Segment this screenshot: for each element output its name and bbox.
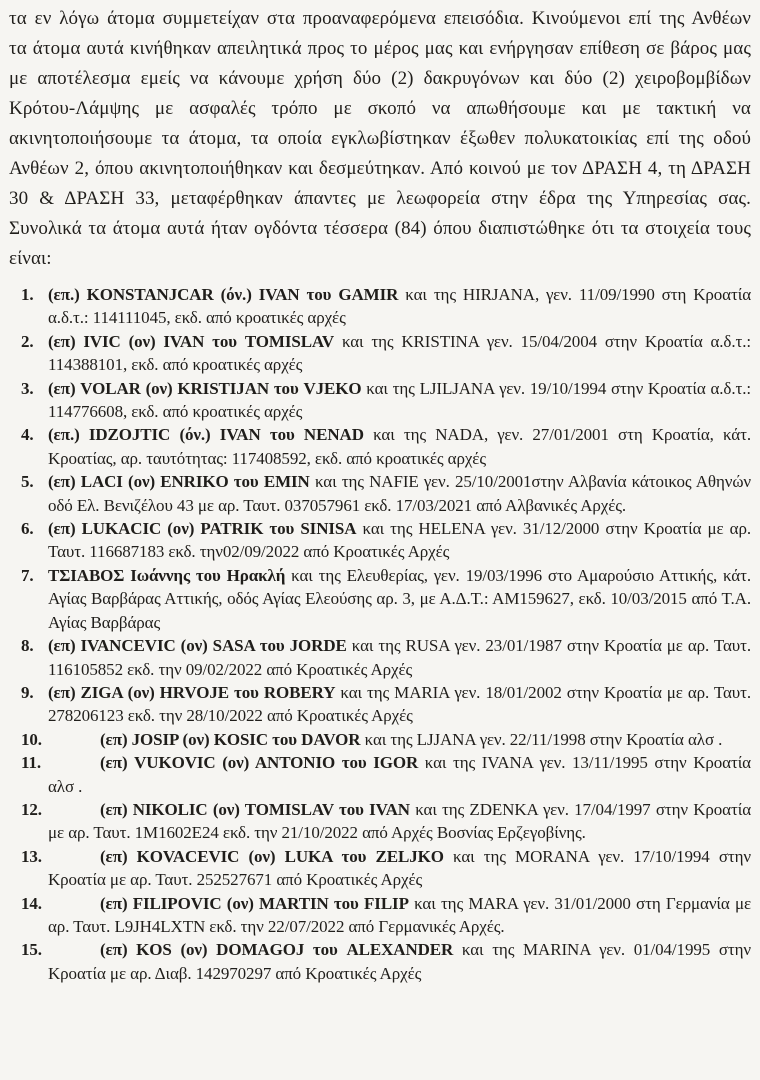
item-name-bold: (επ) VOLAR (ον) KRISTIJAN του VJEKO [48, 378, 362, 398]
item-name-bold: (επ) JOSIP (ον) KOSIC του DAVOR [100, 729, 361, 749]
persons-list [9, 283, 751, 985]
item-name-bold: (επ) IVIC (ον) IVAN του TOMISLAV [48, 331, 335, 351]
list-item [9, 330, 751, 377]
item-details: και της IVANA γεν. 13/11/1995 στην Κροατία αλσ . [48, 753, 751, 796]
item-details: και της KRISTINA γεν. 15/04/2004 στην Κροατία α.δ.τ.: 114388101, εκδ. από κροατικές αρχές [48, 331, 751, 375]
item-name-bold: (επ) ZIGA (ον) HRVOJE του ROBERY [48, 682, 336, 702]
item-name-bold: (επ) KOVACEVIC (ον) LUKA του ZELJKO [100, 846, 444, 866]
item-number: 11. [21, 753, 42, 773]
list-item [9, 845, 751, 892]
item-details: και της RUSA γεν. 23/01/1987 στην Κροατία με αρ. Ταυτ. 116105852 εκδ. την 09/02/2022 από Κροατικές Αρχές [48, 636, 751, 679]
list-item [9, 681, 751, 728]
item-details: και της MARA γεν. 31/01/2000 στη Γερμανία με αρ. Ταυτ. L9JH4LXTN εκδ. την 22/07/2022 από Γερμανικές Αρχές. [48, 893, 751, 936]
item-details: και της ZDENKA γεν. 17/04/1997 στην Κροατία με αρ. Ταυτ. 1M1602E24 εκδ. την 21/10/2022 από Αρχές Βοσνίας Ερζεγοβίνης. [48, 799, 752, 843]
item-name-bold: ΤΣΙΑΒΟΣ Ιωάννης του Ηρακλή [48, 565, 286, 585]
list-item [9, 423, 751, 470]
item-number: 10. [21, 729, 42, 749]
item-details: και της MARINA γεν. 01/04/1995 στην Κροατία με αρ. Διαβ. 142970297 από Κροατικές Αρχές [48, 940, 751, 983]
item-number: 2. [21, 331, 34, 351]
item-details: και της HELENA γεν. 31/12/2000 στην Κροατία με αρ. Ταυτ. 116687183 εκδ. την02/09/2022 από Κροατικές Αρχές [48, 519, 751, 562]
item-number: 3. [21, 378, 34, 398]
item-details: και της MARIA γεν. 18/01/2002 στην Κροατία με αρ. Ταυτ. 278206123 εκδ. την 28/10/2022 από Κροατικές Αρχές [48, 682, 751, 726]
item-number: 12. [21, 799, 42, 819]
item-number: 14. [21, 893, 42, 913]
list-item [9, 470, 751, 517]
item-number: 7. [21, 565, 34, 585]
list-item [9, 938, 751, 985]
intro-paragraph: τα εν λόγω άτομα συμμετείχαν στα προαναφερόμενα επεισόδια. Κινούμενοι επί της Ανθέων τα άτομα αυτά κινήθηκαν απειλητικά προς το μέρος μας και ενήργησαν επίθεση σε βάρος μας με αποτέλεσμα εμείς να κάνουμε χρήση δύο (2) δακρυγόνων και δύο (2) χειροβομβίδων Κρότου-Λάμψης με ασφαλές τρόπο με σκοπό να απωθήσουμε και με τακτική να ακινητοποιήσουμε τα άτομα, τα οποία εγκλωβίστηκαν έξωθεν πολυκατοικίας επί της οδού Ανθέων 2, όπου ακινητοποιήθηκαν και δεσμεύτηκαν. Από κοινού με τον ΔΡΑΣΗ 4, τη ΔΡΑΣΗ 30 & ΔΡΑΣΗ 33, μεταφέρθηκαν άπαντες με λεωφορεία στην έδρα της Υπηρεσίας σας. Συνολικά τα άτομα αυτά ήταν ογδόντα τέσσερα (84) όπου διαπιστώθηκε ότι τα στοιχεία τους είναι: [9, 8, 751, 269]
item-number: 8. [21, 636, 34, 656]
item-name-bold: (επ) IVANCEVIC (ον) SASA του JORDE [48, 636, 347, 656]
list-item [9, 517, 751, 564]
item-name-bold: (επ.) IDZOJTIC (όν.) IVAN του NENAD [48, 425, 364, 445]
item-number: 5. [21, 472, 34, 492]
item-details: και της MORANA γεν. 17/10/1994 στην Κροατία με αρ. Ταυτ. 252527671 από Κροατικές Αρχές [48, 846, 751, 890]
item-number: 13. [21, 846, 42, 866]
item-name-bold: (επ) FILIPOVIC (ον) MARTIN του FILIP [100, 893, 409, 913]
list-item [9, 892, 751, 939]
item-number: 4. [21, 425, 34, 445]
item-name-bold: (επ) LACI (ον) ENRIKO του EMIN [48, 472, 310, 492]
item-details: και της NADA, γεν. 27/01/2001 στη Κροατία, κάτ. Κροατίας, αρ. ταυτότητας: 117408592, εκδ. από κροατικές αρχές [48, 425, 751, 468]
list-item [9, 283, 751, 330]
item-details: και της LJJANA γεν. 22/11/1998 στην Κροατία αλσ . [364, 729, 723, 749]
list-item [9, 798, 751, 845]
list-item [9, 377, 751, 424]
item-number: 9. [21, 682, 34, 702]
item-name-bold: (επ) VUKOVIC (ον) ANTONIO του IGOR [100, 753, 419, 773]
item-name-bold: (επ) NIKOLIC (ον) TOMISLAV του IVAN [100, 799, 410, 819]
item-name-bold: (επ) LUKACIC (ον) PATRIK του SINISA [48, 519, 357, 539]
item-name-bold: (επ) KOS (ον) DOMAGOJ του ALEXANDER [100, 940, 454, 960]
item-number: 1. [21, 285, 34, 304]
item-number: 6. [21, 519, 34, 539]
item-details: και της Ελευθερίας, γεν. 19/03/1996 στο Αμαρούσιο Αττικής, κάτ. Αγίας Βαρβάρας Αττικής, οδός Αγίας Ελεούσης αρ. 3, με Α.Δ.Τ.: ΑΜ159627, εκδ. 10/03/2015 από Τ.Α. Αγίας Βαρβάρας [48, 565, 751, 632]
list-item [9, 751, 751, 798]
item-number: 15. [21, 940, 42, 960]
item-details: και της HIRJANA, γεν. 11/09/1990 στη Κροατία α.δ.τ.: 114111045, εκδ. από κροατικές αρχές [48, 285, 752, 328]
item-details: και της NAFIE γεν. 25/10/2001στην Αλβανία κάτοικος Αθηνών οδό Ελ. Βενιζέλου 43 με αρ. Ταυτ. 037057961 εκδ. 17/03/2021 από Αλβανικές Αρχές. [48, 472, 752, 515]
list-item [9, 564, 751, 634]
list-item [9, 728, 751, 751]
list-item [9, 634, 751, 681]
item-name-bold: (επ.) KONSTANJCAR (όν.) IVAN του GAMIR [48, 285, 399, 304]
item-details: και της LJILJANA γεν. 19/10/1994 στην Κροατία α.δ.τ.: 114776608, εκδ. από κροατικές αρχές [48, 378, 752, 422]
